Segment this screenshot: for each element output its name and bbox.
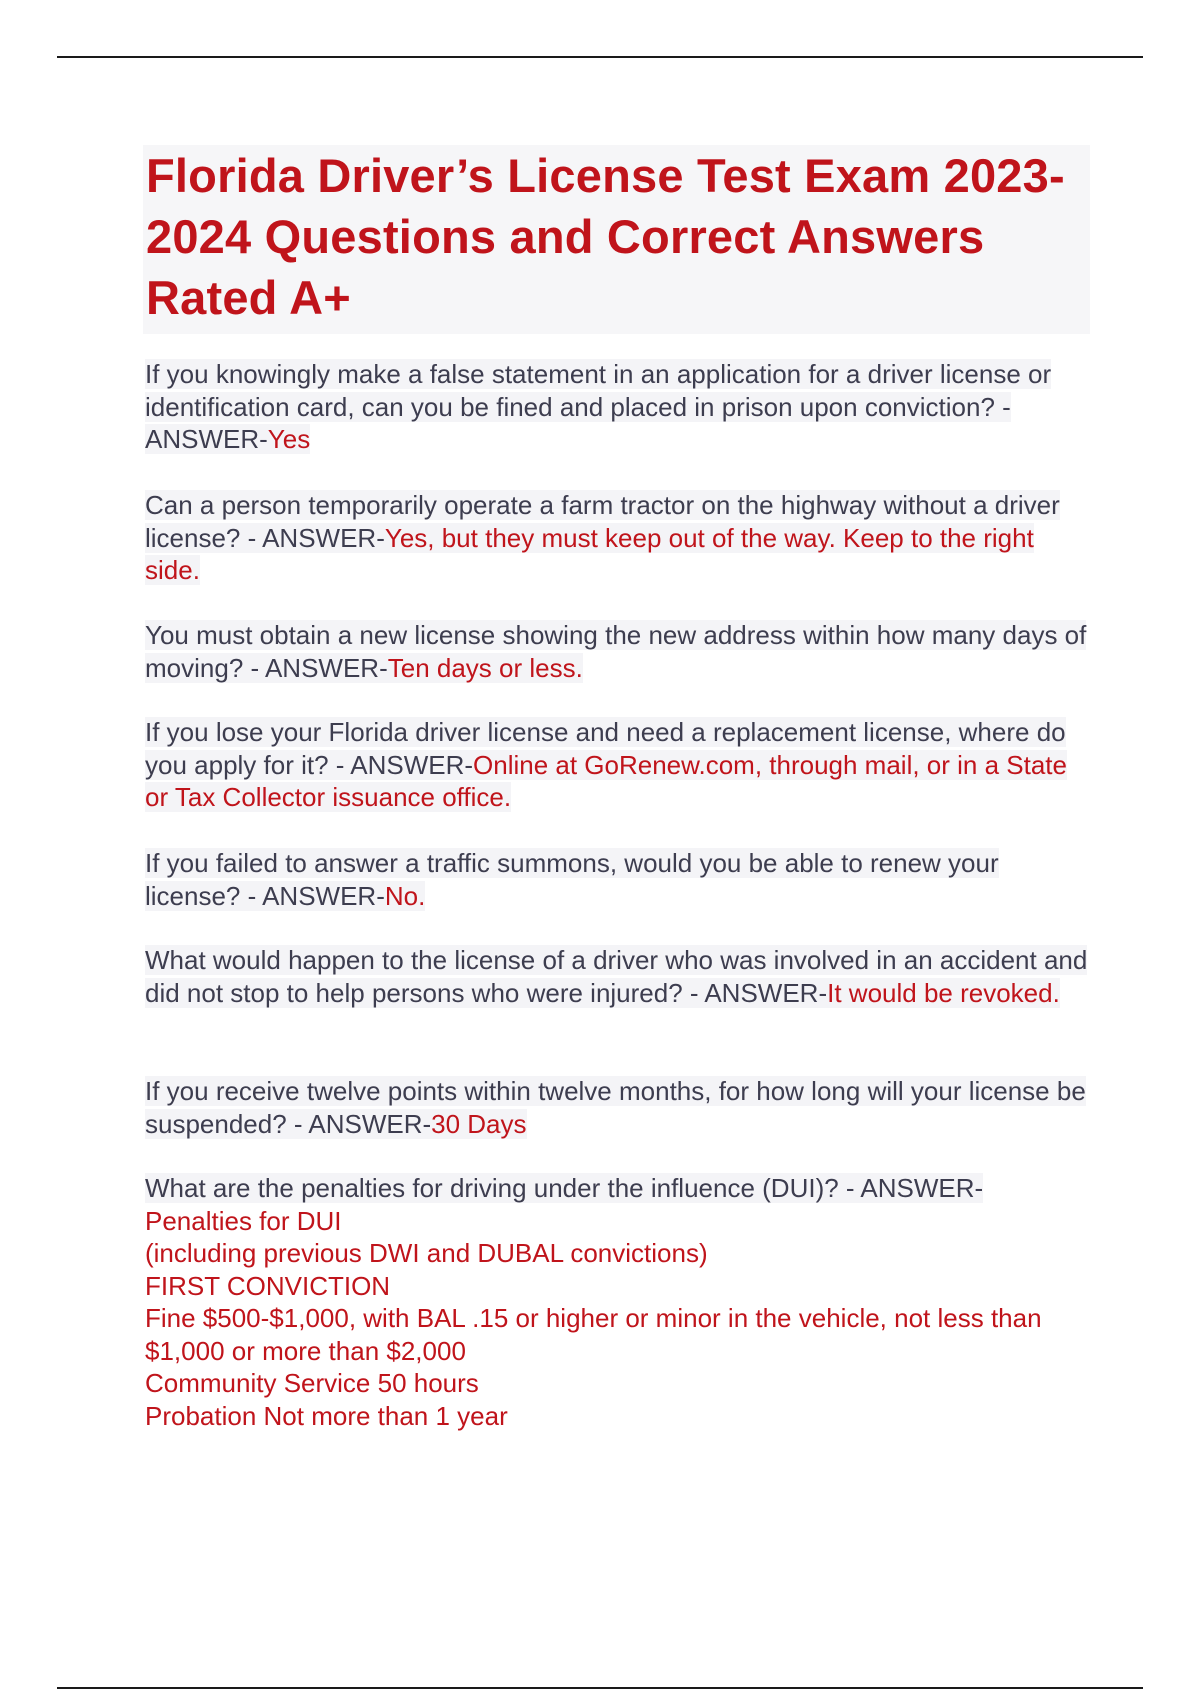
qa-item-5 (145, 847, 1090, 912)
answer-line: Probation Not more than 1 year (145, 1400, 508, 1431)
qa-item-2 (145, 489, 1090, 587)
qa-item-6 (145, 944, 1090, 1009)
question-text: What are the penalties for driving under the influence (DUI)? (145, 1173, 839, 1203)
bottom-rule (57, 1687, 1143, 1689)
answer-separator: - ANSWER- (145, 391, 1011, 454)
answer-separator: - ANSWER- (243, 652, 388, 683)
answer-line: Fine $500-$1,000, with BAL .15 or higher or minor in the vehicle, not less than $1,000 or more than $2,000 (145, 1303, 1042, 1366)
answer-line: Community Service 50 hours (145, 1368, 479, 1398)
qa-item-1 (145, 358, 1090, 456)
question-text: If you failed to answer a traffic summons, would you be able to renew your license? (145, 848, 999, 911)
qa-item-7 (145, 1075, 1090, 1140)
qa-item-3 (145, 619, 1090, 684)
question-text: If you lose your Florida driver license and need a replacement license, where do you apply for it? (145, 717, 1066, 780)
answer-separator: - ANSWER- (240, 522, 385, 553)
document-title: Florida Driver’s License Test Exam 2023-2024 Questions and Correct Answers Rated A+ (146, 149, 1065, 324)
answer-text: Yes, but they must keep out of the way. Keep to the right side. (145, 522, 1034, 585)
answer-separator: - ANSWER- (838, 1173, 984, 1203)
title-block (143, 145, 1090, 334)
answer-separator: - ANSWER- (682, 977, 828, 1008)
qa-item-8 (145, 1172, 1090, 1432)
answer-line: (including previous DWI and DUBAL convictions) (145, 1238, 708, 1268)
question-text: Can a person temporarily operate a farm tractor on the highway without a driver license? (145, 490, 1060, 553)
answer-line: FIRST CONVICTION (145, 1270, 391, 1301)
answer-separator: - ANSWER- (240, 880, 385, 911)
qa-item-4 (145, 716, 1090, 814)
answer-separator: - ANSWER- (286, 1108, 432, 1139)
question-text: If you receive twelve points within twelve months, for how long will your license be suspended? (145, 1076, 1086, 1139)
answer-text: It would be revoked. (827, 977, 1060, 1008)
answer-text: Online at GoRenew.com, through mail, or in a State or Tax Collector issuance office. (145, 749, 1067, 812)
question-text: You must obtain a new license showing the new address within how many days of moving? (145, 620, 1087, 683)
answer-text: Ten days or less. (387, 652, 583, 683)
answer-separator: - ANSWER- (328, 749, 474, 780)
answer-text: No. (384, 880, 426, 911)
answer-text: Yes (267, 424, 311, 454)
answer-line: Penalties for DUI (145, 1205, 342, 1236)
question-text: If you knowingly make a false statement in an application for a driver license or identification card, can you be fined and placed in prison upon conviction? (145, 359, 1052, 422)
question-text: What would happen to the license of a driver who was involved in an accident and did not stop to help persons who were injured? (145, 945, 1088, 1008)
answer-text: 30 Days (431, 1108, 527, 1139)
top-rule (57, 56, 1143, 58)
